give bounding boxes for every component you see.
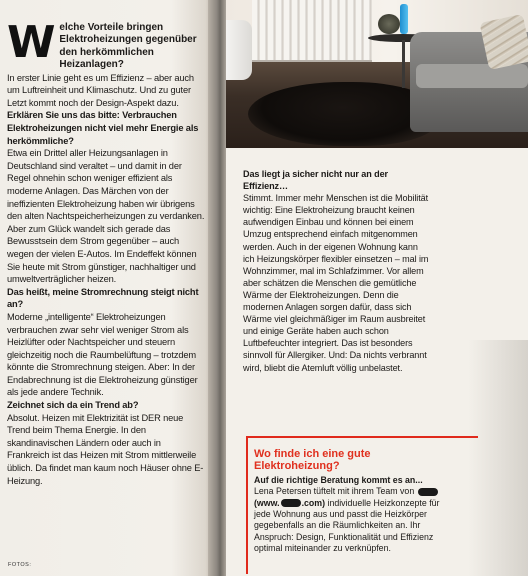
left-page	[0, 0, 214, 576]
cushion	[479, 14, 528, 70]
interview-column-right	[243, 168, 431, 374]
answer-1: In erster Linie geht es um Effizienz – aber auch um Luftreinheit und Klimaschutz. Und zu guter Letzt kommt noch der Design-Aspekt dazu.	[7, 72, 194, 108]
answer-4: Absolut. Heizen mit Elektrizität ist DER neue Trend beim Thema Energie. In den skandinavischen Ländern oder auch in Frankreich ist das Heizen mit Strom mittlerweile üblich. Da findet man kaum noch Häuser ohne E-Heizung.	[7, 412, 204, 486]
info-box-title: Wo finde ich eine gute Elektroheizung?	[254, 448, 371, 473]
interview-question-3: Das heißt, meine Stromrechnung steigt nicht an?	[7, 286, 199, 310]
interview-question-1: elche Vorteile bringen Elektroheizungen gegenüber den herkömmlichen Heizanlagen?	[59, 22, 197, 71]
redacted-mark	[418, 488, 438, 496]
drop-cap: W	[7, 17, 56, 68]
chair	[226, 20, 252, 80]
info-box	[246, 436, 454, 574]
interview-question-2: Erklären Sie uns das bitte: Verbrauchen Elektroheizungen nicht viel mehr Energie als herkömmliche?	[7, 110, 199, 146]
redacted-mark	[281, 499, 301, 507]
interview-column-left	[7, 17, 205, 487]
right-page	[226, 0, 528, 576]
answer-5: Stimmt. Immer mehr Menschen ist die Mobilität wichtig: Eine Elektroheizung braucht keinen aufwendigen Einbau und können bei einem Umzug entsprechend einfach mitgenommen werden. Auch in der eigenen Wohnung kann ich Heizungskörper flexibler einsetzen – mal im Wohnzimmer, mal im Schlafzimmer. Vor allem aber schätzen die Menschen die gemütliche Wärme der Elektroheizungen. Denn die modernen Anlagen sorgen dafür, dass sich Wärme viel gleichmäßiger im Raum ausbreitet und einige Geräte haben auch schon Luftbefeuchter integriert. Das ist besonders sinnvoll für Allergiker. Und: Da nichts verbrannt wird, bliebt die Atemluft völlig unbelastet.	[243, 193, 429, 373]
living-room-photo	[226, 0, 528, 148]
interview-question-5: Das liegt ja sicher nicht nur an der Effizienz…	[243, 169, 388, 192]
bowl	[378, 14, 400, 34]
info-box-lead: Auf die richtige Beratung kommt es an...	[254, 474, 423, 485]
photo-credit: FOTOS:	[8, 562, 32, 568]
answer-3: Moderne „intelligente“ Elektroheizungen verbrauchen zwar sehr viel weniger Strom als Heizlüfter oder Nachtspeicher und steuern gleichzeitig noch die Raumbelüftung – trotzdem könnte die Stromrechnung steigen. Aber: In der Endabrechnung ist die Elektroheizung günstiger als jede andere Technik.	[7, 311, 198, 398]
answer-2: Etwa ein Drittel aller Heizungsanlagen in Deutschland sind veraltet – und damit in der Regel ohnehin schon weniger effizient als moderne Anlagen. Das Märchen von der ineffizienten Elektroheizung haben wir übrigens den alten Nachtspeicherheizungen zu verdanken. Aber zum Glück wandelt sich gerade das Bewusstsein dem Strom gegenüber – auch wegen der vielen E-Autos. Im Endeffekt können Sie heute mit Strom günstiger, nachhaltiger und umweltverträglicher heizen.	[7, 148, 205, 285]
interview-question-4: Zeichnet sich da ein Trend ab?	[7, 400, 139, 411]
info-box-text: Lena Petersen tüftelt mit ihrem Team von (www. .com) individuelle Heizkonzepte für jede Wohnung aus und passt die Heizkörper gegebenfalls an die Räumlichkeiten an. Ihr Anspruch: Design, Funktionalität und Effizienz optimal miteinander zu verknüpfen.	[254, 486, 440, 553]
radiator	[252, 0, 372, 63]
vase	[400, 4, 408, 34]
